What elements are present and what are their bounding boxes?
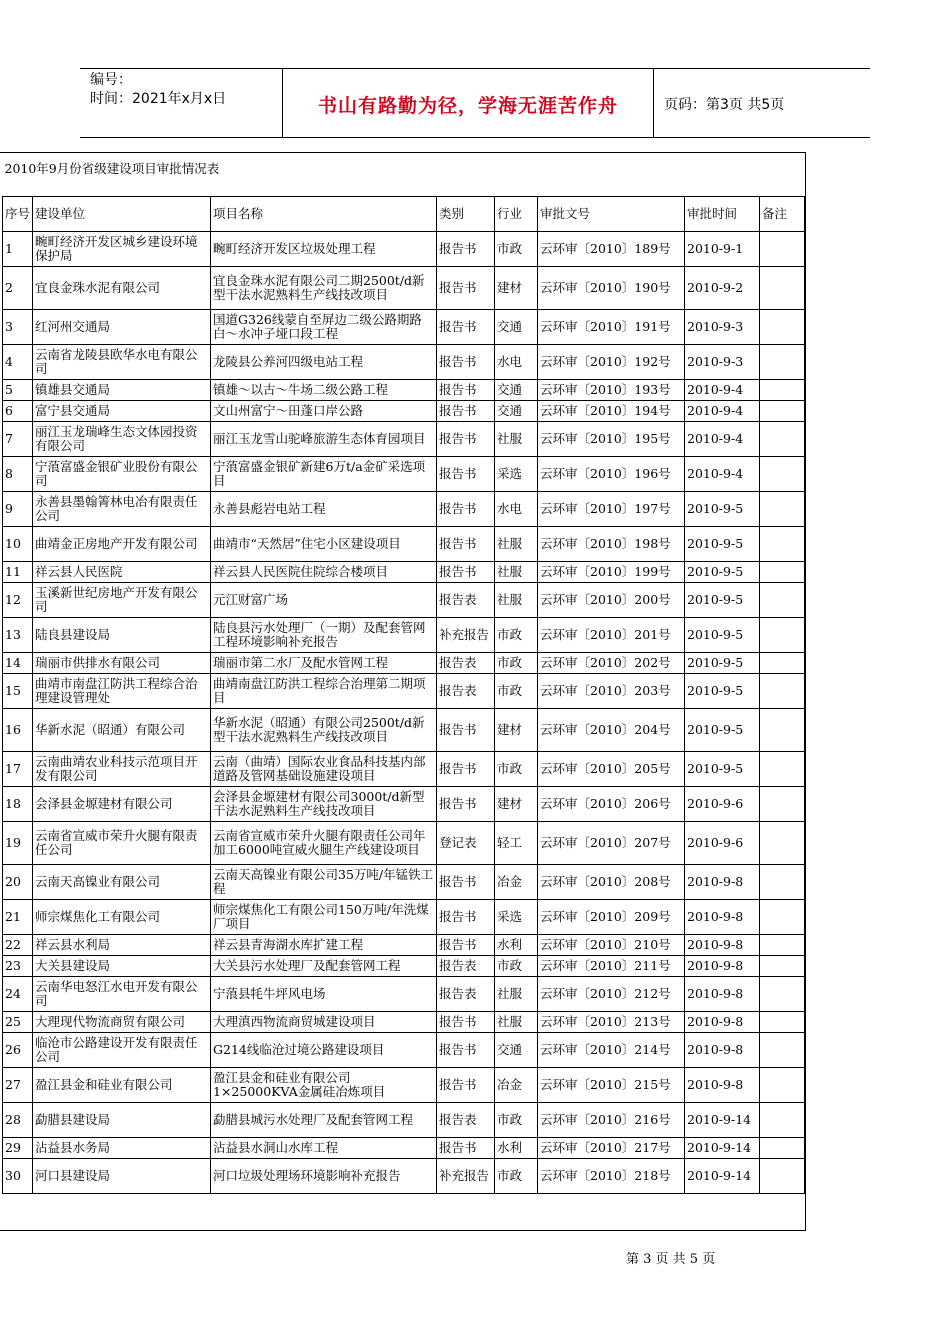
table-row bbox=[3, 1068, 805, 1103]
table-cell-note bbox=[760, 1012, 805, 1033]
table-cell-industry: 冶金 bbox=[495, 865, 538, 900]
table-cell-industry: 市政 bbox=[495, 653, 538, 674]
table-cell-note bbox=[760, 674, 805, 709]
table-cell-approval-no: 云环审〔2010〕217号 bbox=[538, 1138, 685, 1159]
table-cell-industry: 交通 bbox=[495, 380, 538, 401]
table-cell-approval-no: 云环审〔2010〕189号 bbox=[538, 232, 685, 267]
table-cell-approval-no: 云环审〔2010〕204号 bbox=[538, 709, 685, 752]
table-cell-project: 云南天高镍业有限公司35万吨/年锰铁工程 bbox=[211, 865, 437, 900]
table-cell-type: 报告书 bbox=[437, 401, 495, 422]
table-cell-industry: 冶金 bbox=[495, 1068, 538, 1103]
table-cell-date: 2010-9-8 bbox=[685, 1033, 760, 1068]
table-cell-date: 2010-9-5 bbox=[685, 527, 760, 562]
table-cell-seq: 27 bbox=[3, 1068, 33, 1103]
table-cell-seq: 22 bbox=[3, 935, 33, 956]
table-cell-project: 祥云县人民医院住院综合楼项目 bbox=[211, 562, 437, 583]
table-cell-project: 河口垃圾处理场环境影响补充报告 bbox=[211, 1159, 437, 1194]
table-cell-note bbox=[760, 310, 805, 345]
table-cell-seq: 8 bbox=[3, 457, 33, 492]
table-cell-unit: 丽江玉龙瑞峰生态文体园投资有限公司 bbox=[33, 422, 211, 457]
table-cell-seq: 16 bbox=[3, 709, 33, 752]
table-cell-industry: 水利 bbox=[495, 1138, 538, 1159]
table-cell-type: 报告书 bbox=[437, 935, 495, 956]
table-cell-seq: 4 bbox=[3, 345, 33, 380]
table-cell-approval-no: 云环审〔2010〕210号 bbox=[538, 935, 685, 956]
table-cell-seq: 26 bbox=[3, 1033, 33, 1068]
table-cell-type: 报告书 bbox=[437, 422, 495, 457]
table-cell-type: 报告书 bbox=[437, 457, 495, 492]
table-cell-approval-no: 云环审〔2010〕211号 bbox=[538, 956, 685, 977]
table-cell-unit: 玉溪新世纪房地产开发有限公司 bbox=[33, 583, 211, 618]
table-cell-type: 报告表 bbox=[437, 977, 495, 1012]
table-cell-approval-no: 云环审〔2010〕213号 bbox=[538, 1012, 685, 1033]
table-cell-date: 2010-9-4 bbox=[685, 401, 760, 422]
page-footer: 第 3 页 共 5 页 bbox=[626, 1252, 716, 1267]
column-header: 行业 bbox=[495, 197, 538, 232]
table-cell-date: 2010-9-3 bbox=[685, 345, 760, 380]
column-header: 备注 bbox=[760, 197, 805, 232]
table-cell-note bbox=[760, 1159, 805, 1194]
table-cell-unit: 祥云县水利局 bbox=[33, 935, 211, 956]
table-cell-industry: 市政 bbox=[495, 752, 538, 787]
table-cell-note bbox=[760, 345, 805, 380]
table-cell-project: 瑞丽市第二水厂及配水管网工程 bbox=[211, 653, 437, 674]
table-cell-approval-no: 云环审〔2010〕192号 bbox=[538, 345, 685, 380]
table-cell-industry: 市政 bbox=[495, 618, 538, 653]
table-cell-project: 曲靖南盘江防洪工程综合治理第二期项目 bbox=[211, 674, 437, 709]
table-cell-seq: 24 bbox=[3, 977, 33, 1012]
header-divider bbox=[653, 69, 654, 137]
table-cell-seq: 20 bbox=[3, 865, 33, 900]
table-cell-date: 2010-9-8 bbox=[685, 900, 760, 935]
table-cell-unit: 沾益县水务局 bbox=[33, 1138, 211, 1159]
table-cell-approval-no: 云环审〔2010〕203号 bbox=[538, 674, 685, 709]
table-cell-approval-no: 云环审〔2010〕199号 bbox=[538, 562, 685, 583]
table-cell-approval-no: 云环审〔2010〕193号 bbox=[538, 380, 685, 401]
table-cell-seq: 1 bbox=[3, 232, 33, 267]
table-cell-unit: 瑞丽市供排水有限公司 bbox=[33, 653, 211, 674]
table-cell-industry: 水电 bbox=[495, 345, 538, 380]
table-cell-approval-no: 云环审〔2010〕206号 bbox=[538, 787, 685, 822]
table-cell-industry: 社服 bbox=[495, 422, 538, 457]
table-row bbox=[3, 977, 805, 1012]
table-cell-project: 元江财富广场 bbox=[211, 583, 437, 618]
table-cell-date: 2010-9-14 bbox=[685, 1159, 760, 1194]
table-cell-date: 2010-9-5 bbox=[685, 618, 760, 653]
table-cell-date: 2010-9-2 bbox=[685, 267, 760, 310]
table-cell-approval-no: 云环审〔2010〕218号 bbox=[538, 1159, 685, 1194]
table-row bbox=[3, 345, 805, 380]
table-title: 2010年9月份省级建设项目审批情况表 bbox=[3, 158, 805, 197]
table-cell-unit: 永善县墨翰箐林电冶有限责任公司 bbox=[33, 492, 211, 527]
table-cell-project: 云南（曲靖）国际农业食品科技基内部道路及管网基础设施建设项目 bbox=[211, 752, 437, 787]
table-cell-type: 报告书 bbox=[437, 709, 495, 752]
column-header: 审批时间 bbox=[685, 197, 760, 232]
table-cell-industry: 交通 bbox=[495, 401, 538, 422]
table-cell-seq: 9 bbox=[3, 492, 33, 527]
table-cell-unit: 宜良金珠水泥有限公司 bbox=[33, 267, 211, 310]
table-row bbox=[3, 267, 805, 310]
table-cell-date: 2010-9-8 bbox=[685, 956, 760, 977]
table-cell-project: 勐腊县城污水处理厂及配套管网工程 bbox=[211, 1103, 437, 1138]
table-cell-industry: 市政 bbox=[495, 1159, 538, 1194]
table-cell-project: 会泽县金塬建材有限公司3000t/d新型干法水泥熟料生产线技改项目 bbox=[211, 787, 437, 822]
table-cell-seq: 10 bbox=[3, 527, 33, 562]
table-cell-approval-no: 云环审〔2010〕214号 bbox=[538, 1033, 685, 1068]
table-cell-date: 2010-9-6 bbox=[685, 822, 760, 865]
table-cell-date: 2010-9-8 bbox=[685, 1012, 760, 1033]
table-cell-project: G214线临沧过境公路建设项目 bbox=[211, 1033, 437, 1068]
table-cell-unit: 云南省宣威市荣升火腿有限责任公司 bbox=[33, 822, 211, 865]
table-cell-note bbox=[760, 401, 805, 422]
table-row bbox=[3, 653, 805, 674]
table-row bbox=[3, 1033, 805, 1068]
table-cell-project: 宜良金珠水泥有限公司二期2500t/d新型干法水泥熟料生产线技改项目 bbox=[211, 267, 437, 310]
table-cell-note bbox=[760, 653, 805, 674]
table-cell-unit: 云南天高镍业有限公司 bbox=[33, 865, 211, 900]
table-cell-note bbox=[760, 865, 805, 900]
table-cell-note bbox=[760, 527, 805, 562]
table-cell-date: 2010-9-8 bbox=[685, 865, 760, 900]
table-cell-approval-no: 云环审〔2010〕202号 bbox=[538, 653, 685, 674]
table-row bbox=[3, 618, 805, 653]
table-cell-approval-no: 云环审〔2010〕201号 bbox=[538, 618, 685, 653]
table-cell-approval-no: 云环审〔2010〕194号 bbox=[538, 401, 685, 422]
table-cell-seq: 3 bbox=[3, 310, 33, 345]
table-cell-note bbox=[760, 900, 805, 935]
table-cell-date: 2010-9-6 bbox=[685, 787, 760, 822]
table-cell-seq: 13 bbox=[3, 618, 33, 653]
table-cell-note bbox=[760, 1103, 805, 1138]
table-cell-seq: 2 bbox=[3, 267, 33, 310]
table-cell-unit: 大理现代物流商贸有限公司 bbox=[33, 1012, 211, 1033]
table-cell-seq: 25 bbox=[3, 1012, 33, 1033]
table-cell-seq: 23 bbox=[3, 956, 33, 977]
table-cell-unit: 宁蒗富盛金银矿业股份有限公司 bbox=[33, 457, 211, 492]
table-row bbox=[3, 935, 805, 956]
table-cell-type: 报告书 bbox=[437, 310, 495, 345]
table-cell-project: 云南省宣威市荣升火腿有限责任公司年加工6000吨宣威火腿生产线建设项目 bbox=[211, 822, 437, 865]
table-cell-unit: 镇雄县交通局 bbox=[33, 380, 211, 401]
table-cell-type: 报告书 bbox=[437, 1012, 495, 1033]
table-header-row bbox=[3, 197, 805, 232]
table-cell-industry: 社服 bbox=[495, 562, 538, 583]
table-cell-project: 陆良县污水处理厂（一期）及配套管网工程环境影响补充报告 bbox=[211, 618, 437, 653]
table-cell-industry: 交通 bbox=[495, 1033, 538, 1068]
table-cell-project: 宁蒗富盛金银矿新建6万t/a金矿采选项目 bbox=[211, 457, 437, 492]
table-cell-unit: 曲靖市南盘江防洪工程综合治理建设管理处 bbox=[33, 674, 211, 709]
table-cell-approval-no: 云环审〔2010〕197号 bbox=[538, 492, 685, 527]
table-cell-note bbox=[760, 583, 805, 618]
table-cell-seq: 5 bbox=[3, 380, 33, 401]
table-row bbox=[3, 1103, 805, 1138]
table-cell-project: 师宗煤焦化工有限公司150万吨/年洗煤厂项目 bbox=[211, 900, 437, 935]
table-cell-project: 沾益县水洞山水库工程 bbox=[211, 1138, 437, 1159]
table-cell-industry: 市政 bbox=[495, 956, 538, 977]
table-cell-date: 2010-9-1 bbox=[685, 232, 760, 267]
table-cell-approval-no: 云环审〔2010〕191号 bbox=[538, 310, 685, 345]
table-cell-type: 报告表 bbox=[437, 674, 495, 709]
table-cell-note bbox=[760, 1033, 805, 1068]
table-cell-seq: 29 bbox=[3, 1138, 33, 1159]
table-cell-type: 报告书 bbox=[437, 1068, 495, 1103]
table-cell-industry: 市政 bbox=[495, 232, 538, 267]
table-cell-project: 宁蒗县牦牛坪风电场 bbox=[211, 977, 437, 1012]
table-row bbox=[3, 674, 805, 709]
table-cell-type: 报告书 bbox=[437, 562, 495, 583]
table-cell-seq: 17 bbox=[3, 752, 33, 787]
table-cell-note bbox=[760, 492, 805, 527]
table-cell-project: 畹町经济开发区垃圾处理工程 bbox=[211, 232, 437, 267]
table-cell-unit: 华新水泥（昭通）有限公司 bbox=[33, 709, 211, 752]
table-cell-seq: 15 bbox=[3, 674, 33, 709]
table-row bbox=[3, 752, 805, 787]
table-cell-project: 大理滇西物流商贸城建设项目 bbox=[211, 1012, 437, 1033]
table-cell-industry: 采选 bbox=[495, 900, 538, 935]
table-row bbox=[3, 492, 805, 527]
table-cell-industry: 建材 bbox=[495, 787, 538, 822]
table-cell-date: 2010-9-8 bbox=[685, 1068, 760, 1103]
table-cell-note bbox=[760, 267, 805, 310]
table-cell-unit: 红河州交通局 bbox=[33, 310, 211, 345]
table-cell-approval-no: 云环审〔2010〕216号 bbox=[538, 1103, 685, 1138]
table-cell-approval-no: 云环审〔2010〕195号 bbox=[538, 422, 685, 457]
table-cell-unit: 云南华电怒江水电开发有限公司 bbox=[33, 977, 211, 1012]
table-cell-unit: 陆良县建设局 bbox=[33, 618, 211, 653]
table-cell-type: 报告书 bbox=[437, 232, 495, 267]
table-cell-seq: 6 bbox=[3, 401, 33, 422]
table-cell-industry: 社服 bbox=[495, 977, 538, 1012]
time-label: 时间：2021年x月x日 bbox=[90, 91, 227, 107]
table-cell-unit: 云南省龙陵县欧华水电有限公司 bbox=[33, 345, 211, 380]
table-cell-unit: 河口县建设局 bbox=[33, 1159, 211, 1194]
table-cell-type: 登记表 bbox=[437, 822, 495, 865]
column-header: 审批文号 bbox=[538, 197, 685, 232]
page-header bbox=[80, 68, 870, 138]
table-row bbox=[3, 1159, 805, 1194]
table-cell-unit: 大关县建设局 bbox=[33, 956, 211, 977]
table-cell-approval-no: 云环审〔2010〕215号 bbox=[538, 1068, 685, 1103]
header-page-number: 页码：第3页 共5页 bbox=[664, 97, 785, 113]
table-cell-date: 2010-9-4 bbox=[685, 380, 760, 401]
table-cell-date: 2010-9-5 bbox=[685, 562, 760, 583]
table-cell-unit: 师宗煤焦化工有限公司 bbox=[33, 900, 211, 935]
table-cell-note bbox=[760, 562, 805, 583]
table-row bbox=[3, 527, 805, 562]
table-cell-note bbox=[760, 977, 805, 1012]
table-cell-approval-no: 云环审〔2010〕190号 bbox=[538, 267, 685, 310]
table-cell-note bbox=[760, 709, 805, 752]
table-cell-seq: 18 bbox=[3, 787, 33, 822]
table-cell-type: 报告书 bbox=[437, 787, 495, 822]
table-cell-date: 2010-9-8 bbox=[685, 977, 760, 1012]
table-cell-date: 2010-9-8 bbox=[685, 935, 760, 956]
table-cell-industry: 市政 bbox=[495, 674, 538, 709]
table-row bbox=[3, 401, 805, 422]
table-row bbox=[3, 562, 805, 583]
table-cell-date: 2010-9-3 bbox=[685, 310, 760, 345]
table-cell-industry: 社服 bbox=[495, 527, 538, 562]
table-cell-industry: 采选 bbox=[495, 457, 538, 492]
table-row bbox=[3, 583, 805, 618]
table-cell-note bbox=[760, 752, 805, 787]
table-row bbox=[3, 956, 805, 977]
table-cell-note bbox=[760, 1068, 805, 1103]
table-cell-type: 报告书 bbox=[437, 865, 495, 900]
table-cell-note bbox=[760, 618, 805, 653]
table-cell-project: 镇雄～以古～牛场二级公路工程 bbox=[211, 380, 437, 401]
table-cell-type: 补充报告 bbox=[437, 618, 495, 653]
table-row bbox=[3, 900, 805, 935]
table-cell-date: 2010-9-14 bbox=[685, 1138, 760, 1159]
table-cell-type: 报告书 bbox=[437, 492, 495, 527]
table-cell-unit: 畹町经济开发区城乡建设环境保护局 bbox=[33, 232, 211, 267]
table-cell-type: 报告表 bbox=[437, 956, 495, 977]
table-cell-note bbox=[760, 232, 805, 267]
table-cell-type: 报告书 bbox=[437, 1138, 495, 1159]
table-row bbox=[3, 380, 805, 401]
table-cell-date: 2010-9-5 bbox=[685, 583, 760, 618]
table-cell-seq: 7 bbox=[3, 422, 33, 457]
table-row bbox=[3, 232, 805, 267]
table-cell-project: 大关县污水处理厂及配套管网工程 bbox=[211, 956, 437, 977]
table-cell-industry: 水电 bbox=[495, 492, 538, 527]
table-cell-seq: 21 bbox=[3, 900, 33, 935]
table-cell-seq: 14 bbox=[3, 653, 33, 674]
table-cell-project: 丽江玉龙雪山驼峰旅游生态体育园项目 bbox=[211, 422, 437, 457]
table-cell-type: 报告书 bbox=[437, 380, 495, 401]
table-cell-approval-no: 云环审〔2010〕205号 bbox=[538, 752, 685, 787]
table-row bbox=[3, 787, 805, 822]
table-cell-note bbox=[760, 1138, 805, 1159]
table-cell-date: 2010-9-5 bbox=[685, 709, 760, 752]
header-motto: 书山有路勤为径，学海无涯苦作舟 bbox=[317, 95, 618, 117]
table-cell-approval-no: 云环审〔2010〕198号 bbox=[538, 527, 685, 562]
table-cell-note bbox=[760, 457, 805, 492]
table-cell-date: 2010-9-5 bbox=[685, 492, 760, 527]
table-cell-date: 2010-9-4 bbox=[685, 422, 760, 457]
table-cell-project: 祥云县青海湖水库扩建工程 bbox=[211, 935, 437, 956]
table-cell-unit: 祥云县人民医院 bbox=[33, 562, 211, 583]
table-cell-project: 曲靖市“天然居”住宅小区建设项目 bbox=[211, 527, 437, 562]
table-row bbox=[3, 422, 805, 457]
table-cell-project: 国道G326线蒙自至屏边二级公路期路白～水冲子垭口段工程 bbox=[211, 310, 437, 345]
table-cell-industry: 社服 bbox=[495, 583, 538, 618]
table-cell-unit: 云南曲靖农业科技示范项目开发有限公司 bbox=[33, 752, 211, 787]
table-cell-seq: 19 bbox=[3, 822, 33, 865]
table-cell-date: 2010-9-5 bbox=[685, 653, 760, 674]
table-cell-date: 2010-9-14 bbox=[685, 1103, 760, 1138]
table-cell-date: 2010-9-4 bbox=[685, 457, 760, 492]
table-cell-approval-no: 云环审〔2010〕208号 bbox=[538, 865, 685, 900]
table-row bbox=[3, 709, 805, 752]
table-cell-industry: 水利 bbox=[495, 935, 538, 956]
table-cell-unit: 勐腊县建设局 bbox=[33, 1103, 211, 1138]
table-cell-type: 补充报告 bbox=[437, 1159, 495, 1194]
table-cell-industry: 轻工 bbox=[495, 822, 538, 865]
table-cell-type: 报告书 bbox=[437, 1033, 495, 1068]
table-cell-project: 永善县彪岩电站工程 bbox=[211, 492, 437, 527]
table-cell-note bbox=[760, 935, 805, 956]
table-cell-type: 报告书 bbox=[437, 527, 495, 562]
table-cell-date: 2010-9-5 bbox=[685, 674, 760, 709]
table-cell-project: 华新水泥（昭通）有限公司2500t/d新型干法水泥熟料生产线技改项目 bbox=[211, 709, 437, 752]
table-cell-industry: 社服 bbox=[495, 1012, 538, 1033]
table-cell-approval-no: 云环审〔2010〕200号 bbox=[538, 583, 685, 618]
table-cell-approval-no: 云环审〔2010〕196号 bbox=[538, 457, 685, 492]
table-cell-note bbox=[760, 422, 805, 457]
table-cell-approval-no: 云环审〔2010〕212号 bbox=[538, 977, 685, 1012]
table-cell-type: 报告书 bbox=[437, 900, 495, 935]
table-cell-note bbox=[760, 956, 805, 977]
table-cell-project: 文山州富宁～田蓬口岸公路 bbox=[211, 401, 437, 422]
table-cell-project: 龙陵县公养河四级电站工程 bbox=[211, 345, 437, 380]
table-cell-note bbox=[760, 380, 805, 401]
table-cell-unit: 临沧市公路建设开发有限责任公司 bbox=[33, 1033, 211, 1068]
table-row bbox=[3, 822, 805, 865]
table-row bbox=[3, 1138, 805, 1159]
table-row bbox=[3, 310, 805, 345]
table-cell-unit: 盈江县金和硅业有限公司 bbox=[33, 1068, 211, 1103]
table-cell-unit: 曲靖金正房地产开发有限公司 bbox=[33, 527, 211, 562]
table-cell-seq: 12 bbox=[3, 583, 33, 618]
table-row bbox=[3, 1012, 805, 1033]
column-header: 建设单位 bbox=[33, 197, 211, 232]
table-cell-approval-no: 云环审〔2010〕207号 bbox=[538, 822, 685, 865]
table-row bbox=[3, 865, 805, 900]
column-header: 类别 bbox=[437, 197, 495, 232]
table-cell-industry: 建材 bbox=[495, 267, 538, 310]
table-cell-type: 报告表 bbox=[437, 1103, 495, 1138]
table-cell-type: 报告书 bbox=[437, 752, 495, 787]
table-cell-industry: 市政 bbox=[495, 1103, 538, 1138]
table-cell-industry: 交通 bbox=[495, 310, 538, 345]
table-cell-date: 2010-9-5 bbox=[685, 752, 760, 787]
table-cell-industry: 建材 bbox=[495, 709, 538, 752]
table-row bbox=[3, 457, 805, 492]
header-meta bbox=[90, 71, 280, 109]
table-cell-project: 盈江县金和硅业有限公司1×25000KVA金属硅冶炼项目 bbox=[211, 1068, 437, 1103]
table-cell-seq: 30 bbox=[3, 1159, 33, 1194]
table-cell-unit: 富宁县交通局 bbox=[33, 401, 211, 422]
table-cell-type: 报告书 bbox=[437, 267, 495, 310]
table-cell-note bbox=[760, 822, 805, 865]
table-cell-seq: 28 bbox=[3, 1103, 33, 1138]
column-header: 项目名称 bbox=[211, 197, 437, 232]
table-cell-type: 报告表 bbox=[437, 583, 495, 618]
approval-table bbox=[2, 158, 805, 1194]
table-cell-unit: 会泽县金塬建材有限公司 bbox=[33, 787, 211, 822]
table-cell-type: 报告表 bbox=[437, 653, 495, 674]
code-label: 编号： bbox=[90, 72, 132, 88]
table-cell-type: 报告书 bbox=[437, 345, 495, 380]
table-cell-seq: 11 bbox=[3, 562, 33, 583]
table-cell-note bbox=[760, 787, 805, 822]
table-cell-approval-no: 云环审〔2010〕209号 bbox=[538, 900, 685, 935]
column-header: 序号 bbox=[3, 197, 33, 232]
